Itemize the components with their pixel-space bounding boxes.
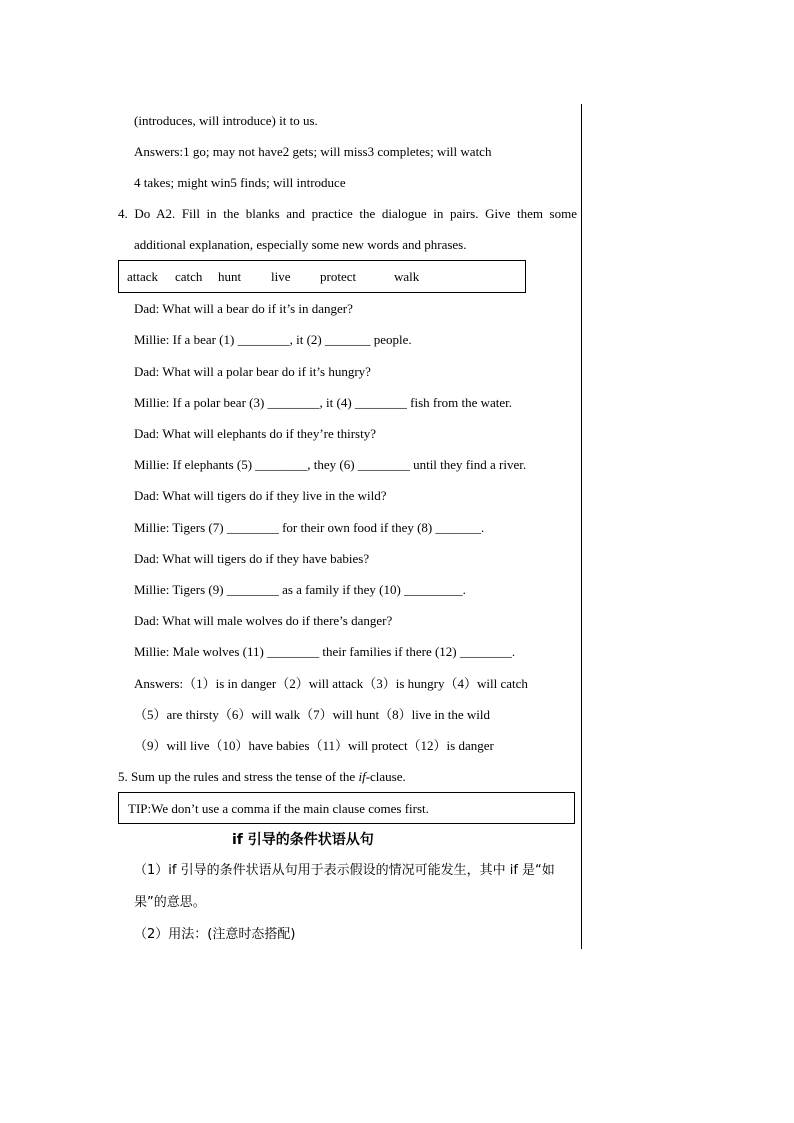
- dialogue-dad-1: Dad: What will a bear do if it’s in danger?: [134, 301, 353, 316]
- word-hunt: hunt: [218, 269, 242, 284]
- cn-paragraph-1-line-1: （1）if 引导的条件状语从句用于表示假设的情况可能发生，其中 if 是“如: [134, 863, 555, 878]
- intro-end-text: (introduces, will introduce) it to us.: [134, 113, 318, 128]
- tip-text: TIP:We don’t use a comma if the main clause comes first.: [128, 801, 429, 816]
- cn-paragraph-2: （2）用法：(注意时态搭配): [134, 927, 296, 942]
- answers2-line-1: Answers:（1）is in danger（2）will attack（3）is hungry（4）will catch: [134, 676, 528, 691]
- word-protect: protect: [320, 269, 357, 284]
- answers2-line-3: （9）will live（10）have babies（11）will protect（12）is danger: [134, 738, 494, 753]
- dialogue-millie-1: Millie: If a bear (1) ________, it (2) _______ people.: [134, 332, 412, 347]
- right-margin-rule: [581, 104, 582, 949]
- item-4-line-1: 4. Do A2. Fill in the blanks and practice the dialogue in pairs. Give them some: [118, 206, 577, 221]
- answers2-line-2: （5）are thirsty（6）will walk（7）will hunt（8）live in the wild: [134, 707, 491, 722]
- answers-line-1: Answers:1 go; may not have2 gets; will miss3 completes; will watch: [134, 144, 492, 159]
- dialogue-millie-3: Millie: If elephants (5) ________, they (6) ________ until they find a river.: [134, 457, 527, 472]
- item-5-text: [118, 769, 406, 785]
- cn-paragraph-1-line-2: 果”的意思。: [134, 895, 206, 910]
- word-box: [118, 260, 526, 293]
- dialogue-dad-4: Dad: What will tigers do if they live in the wild?: [134, 488, 387, 503]
- word-attack: attack: [127, 269, 159, 284]
- item-5-suffix: -clause.: [365, 769, 406, 784]
- dialogue-dad-3: Dad: What will elephants do if they’re thirsty?: [134, 426, 376, 441]
- word-live: live: [271, 269, 291, 284]
- item-4-line-2: additional explanation, especially some new words and phrases.: [134, 237, 467, 252]
- dialogue-millie-4: Millie: Tigers (7) ________ for their own food if they (8) _______.: [134, 520, 485, 535]
- word-walk: walk: [394, 269, 420, 284]
- section-heading: if 引导的条件状语从句: [232, 832, 374, 848]
- dialogue-dad-2: Dad: What will a polar bear do if it’s hungry?: [134, 364, 371, 379]
- dialogue-millie-2: Millie: If a polar bear (3) ________, it (4) ________ fish from the water.: [134, 395, 512, 410]
- item-5-prefix: 5. Sum up the rules and stress the tense of the: [118, 769, 359, 784]
- dialogue-dad-5: Dad: What will tigers do if they have babies?: [134, 551, 370, 566]
- item-5-if: if: [358, 769, 366, 784]
- dialogue-millie-5: Millie: Tigers (9) ________ as a family if they (10) _________.: [134, 582, 466, 597]
- dialogue-millie-6: Millie: Male wolves (11) ________ their families if there (12) ________.: [134, 644, 516, 659]
- tip-box: [118, 792, 575, 824]
- word-catch: catch: [175, 269, 203, 284]
- dialogue-dad-6: Dad: What will male wolves do if there’s danger?: [134, 613, 393, 628]
- answers-line-2: 4 takes; might win5 finds; will introduce: [134, 175, 346, 190]
